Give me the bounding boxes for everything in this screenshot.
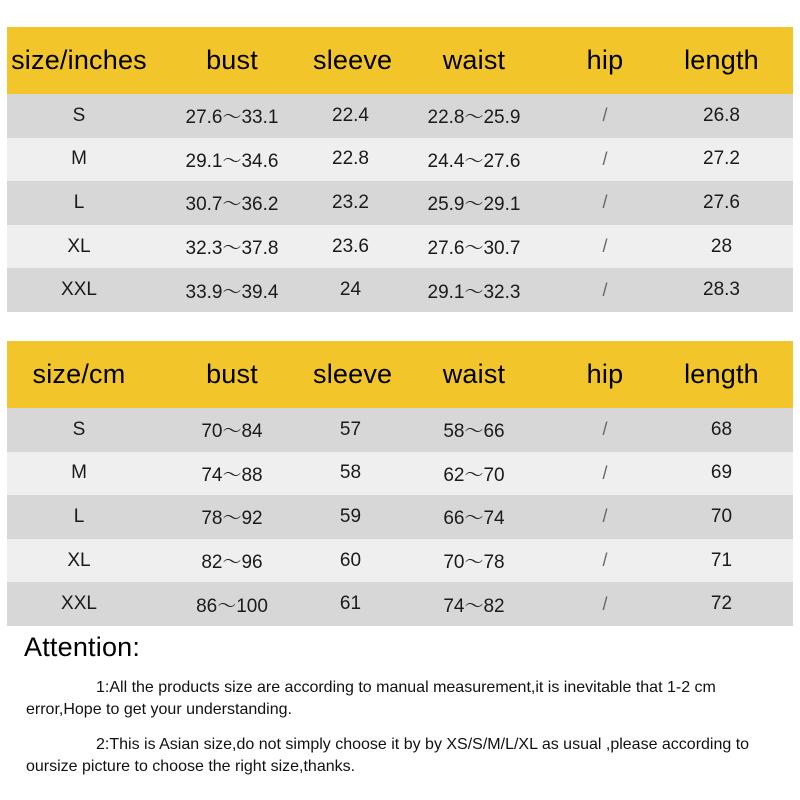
header-bust: bust <box>206 359 258 389</box>
cell-size: XL <box>67 549 91 571</box>
cell-hip: / <box>602 105 608 126</box>
cell-size: XL <box>67 235 91 257</box>
table-header <box>7 27 793 94</box>
cell-length: 28.3 <box>703 279 740 301</box>
cell-size: M <box>71 462 87 484</box>
table-header <box>7 341 793 408</box>
cell-sleeve: 23.6 <box>332 235 369 257</box>
cell-bust: 82～96 <box>201 552 263 574</box>
attention-note-2-text: 2:This is Asian size,do not simply choose it by by XS/S/M/L/XL as usual ,please according to oursize picture to choose the right size,thanks. <box>26 736 750 775</box>
cell-waist: 25.9～29.1 <box>427 194 521 216</box>
cell-bust: 27.6～33.1 <box>185 107 279 129</box>
cell-hip: / <box>602 550 608 571</box>
header-sleeve: sleeve <box>313 45 393 75</box>
cell-length: 72 <box>710 593 733 615</box>
cell-size: M <box>71 148 87 170</box>
cell-sleeve: 60 <box>339 549 362 571</box>
cell-length: 70 <box>710 505 733 527</box>
cell-hip: / <box>602 462 608 483</box>
cell-waist: 24.4～27.6 <box>427 150 521 172</box>
size-table-inches <box>7 27 793 312</box>
table-row <box>7 225 793 269</box>
cell-hip: / <box>602 148 608 169</box>
table-row <box>7 495 793 539</box>
header-length: length <box>684 359 759 389</box>
table-row <box>7 268 793 312</box>
cell-sleeve: 22.8 <box>332 148 369 170</box>
cell-sleeve: 23.2 <box>332 191 369 213</box>
cell-length: 68 <box>710 418 733 440</box>
table-row <box>7 181 793 225</box>
cell-hip: / <box>602 236 608 257</box>
cell-bust: 70～84 <box>201 421 263 443</box>
header-length: length <box>684 45 759 75</box>
table-row <box>7 138 793 182</box>
header-size: size/cm <box>32 359 126 389</box>
attention-note-2 <box>26 734 786 778</box>
cell-size: XXL <box>61 593 97 615</box>
cell-waist: 27.6～30.7 <box>427 238 521 260</box>
table-row <box>7 452 793 496</box>
cell-length: 27.6 <box>703 191 740 213</box>
header-size: size/inches <box>11 45 147 75</box>
cell-waist: 70～78 <box>443 552 505 574</box>
cell-waist: 22.8～25.9 <box>427 107 521 129</box>
cell-size: L <box>73 505 85 527</box>
cell-hip: / <box>602 506 608 527</box>
table-row <box>7 539 793 583</box>
cell-bust: 32.3～37.8 <box>185 238 279 260</box>
cell-hip: / <box>602 279 608 300</box>
header-waist: waist <box>442 45 506 75</box>
table-row <box>7 94 793 138</box>
cell-length: 69 <box>710 462 733 484</box>
cell-waist: 58～66 <box>443 421 505 443</box>
cell-waist: 66～74 <box>443 508 505 530</box>
cell-sleeve: 58 <box>339 462 362 484</box>
attention-note-1 <box>26 677 786 721</box>
table-row <box>7 408 793 452</box>
cell-length: 28 <box>710 235 733 257</box>
cell-hip: / <box>602 192 608 213</box>
cell-bust: 74～88 <box>201 464 263 486</box>
header-hip: hip <box>586 45 624 75</box>
cell-waist: 62～70 <box>443 464 505 486</box>
cell-size: S <box>72 104 86 126</box>
header-bust: bust <box>206 45 258 75</box>
header-waist: waist <box>442 359 506 389</box>
cell-bust: 33.9～39.4 <box>185 281 279 303</box>
cell-hip: / <box>602 593 608 614</box>
header-sleeve: sleeve <box>313 359 393 389</box>
cell-waist: 74～82 <box>443 595 505 617</box>
cell-sleeve: 57 <box>339 418 362 440</box>
cell-bust: 30.7～36.2 <box>185 194 279 216</box>
attention-note-1-text: 1:All the products size are according to manual measurement,it is inevitable that 1-2 cm error,Hope to get your understanding. <box>26 679 716 718</box>
cell-hip: / <box>602 419 608 440</box>
cell-size: XXL <box>61 279 97 301</box>
cell-sleeve: 59 <box>339 505 362 527</box>
size-table-cm <box>7 341 793 626</box>
cell-length: 26.8 <box>703 104 740 126</box>
header-hip: hip <box>586 359 624 389</box>
cell-length: 27.2 <box>703 148 740 170</box>
cell-sleeve: 61 <box>339 593 362 615</box>
cell-waist: 29.1～32.3 <box>427 281 521 303</box>
table-row <box>7 582 793 626</box>
cell-size: L <box>73 191 85 213</box>
cell-sleeve: 24 <box>339 279 362 301</box>
cell-bust: 29.1～34.6 <box>185 150 279 172</box>
cell-bust: 86～100 <box>196 595 268 617</box>
cell-length: 71 <box>710 549 733 571</box>
cell-size: S <box>72 418 86 440</box>
cell-bust: 78～92 <box>201 508 263 530</box>
attention-title: Attention: <box>24 632 141 662</box>
cell-sleeve: 22.4 <box>332 104 369 126</box>
